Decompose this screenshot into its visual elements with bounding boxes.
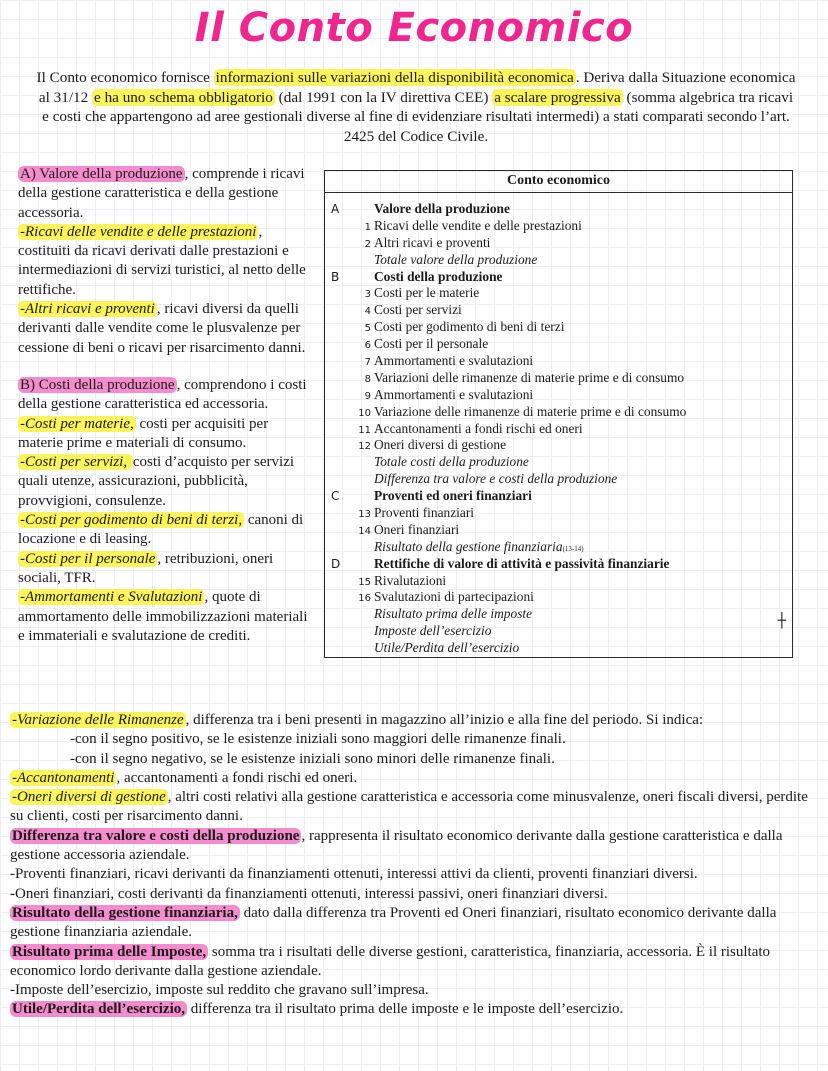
row-number: 4: [364, 306, 371, 318]
table-row: [325, 387, 792, 404]
row-number: 16: [358, 593, 371, 605]
row-number: 7: [364, 357, 371, 369]
servizi-heading: -Costi per servizi,: [20, 454, 131, 471]
risultato-finanziario-paragraph: [10, 904, 822, 943]
risultato-finanziario-text: dato dalla differenza tra Proventi ed Oneri finanziari, risultato economico derivante dalla gestione finanziaria aziendale.: [10, 904, 777, 941]
row-label: Accantonamenti a fondi rischi ed oneri: [374, 420, 583, 436]
table-row: [325, 252, 792, 269]
row-section-letter: A: [331, 202, 340, 216]
table-row: [325, 454, 792, 471]
table-row: [325, 421, 792, 438]
table-row: [325, 606, 792, 623]
row-number: 10: [358, 407, 371, 419]
row-number: 11: [358, 424, 371, 436]
intro-highlight: e ha uno schema obbligatorio: [94, 88, 273, 106]
ammortamenti-heading: -Ammortamenti e Svalutazioni: [20, 589, 203, 606]
variazione-negative: -con il segno negativo, se le esistenze iniziali sono minori delle rimanenze finali.: [70, 750, 555, 767]
accantonamenti-heading: -Accantonamenti: [12, 769, 115, 786]
row-number: 3: [364, 289, 371, 301]
oneri-finanziari-paragraph: -Oneri finanziari, costi derivanti da finanziamenti ottenuti, interessi passivi, oneri finanziari diversi.: [10, 885, 608, 902]
section-b-heading: B) Costi della produzione: [20, 376, 175, 393]
row-label: Costi per le materie: [374, 285, 480, 301]
page-title: Il Conto Economico: [194, 5, 634, 51]
intro-text: (dal 1991 con la IV direttiva CEE): [274, 88, 493, 106]
row-number: 15: [358, 576, 371, 588]
table-row: [325, 437, 792, 454]
row-label: Variazioni delle rimanenze di materie prime e di consumo: [374, 369, 685, 385]
personale-text: , retribuzioni, oneri sociali, TFR.: [18, 550, 274, 586]
oneri-diversi-paragraph: [10, 788, 822, 827]
proventi-paragraph: -Proventi finanziari, ricavi derivanti da finanziamenti ottenuti, interessi attivi da clienti, proventi finanziari diversi.: [10, 866, 698, 883]
altri-ricavi-paragraph: [18, 300, 314, 358]
row-label: Proventi finanziari: [374, 505, 475, 521]
intro-paragraph: [36, 68, 796, 146]
row-label: Totale costi della produzione: [374, 454, 529, 470]
table-row: [325, 573, 792, 590]
personale-paragraph: [18, 550, 314, 589]
risultato-imposte-text: somma tra i risultati delle diverse gestioni, caratteristica, finanziaria, accessoria. È il risultato economico lordo derivante dalla gestione aziendale.: [10, 943, 771, 979]
row-number: 9: [364, 390, 371, 402]
ricavi-text: , costituiti da ricavi derivati dalle prestazioni e intermediazioni di servizi turistici, al netto delle rettifiche.: [18, 223, 306, 298]
section-a-heading: A) Valore della produzione: [20, 166, 183, 182]
table-row: [325, 302, 792, 319]
godimento-text: canoni di locazione e di leasing.: [18, 512, 304, 548]
oneri-diversi-heading: -Oneri diversi di gestione: [12, 789, 166, 806]
table-body: [325, 193, 792, 657]
materie-heading: -Costi per materie,: [20, 415, 134, 432]
ammortamenti-text: , quote di ammortamento delle immobilizzazioni materiali e immateriali e svalutazione de crediti.: [18, 589, 308, 644]
intro-highlight: informazioni sulle variazioni della disponibilità economica: [215, 69, 574, 86]
altri-ricavi-text: , ricavi diversi da quelli derivanti dalle vendite come le plusvalenze per cessione di beni o ricavi per risarcimento danni.: [18, 301, 306, 356]
table-row: [325, 285, 792, 302]
table-row: [325, 319, 792, 336]
row-number: 5: [364, 323, 371, 335]
row-label: Ammortamenti e svalutazioni: [374, 353, 534, 369]
bottom-section: [10, 711, 822, 1020]
section-b-text: , comprendono i costi della gestione caratteristica ed accessoria.: [18, 376, 307, 413]
table-row: [325, 336, 792, 353]
table-row: [325, 623, 792, 640]
row-number: 14: [358, 525, 371, 537]
row-number: 2: [364, 238, 371, 250]
section-a-paragraph: [18, 165, 314, 223]
row-number: 12: [358, 441, 371, 453]
intro-text: Il Conto economico fornisce: [36, 69, 214, 86]
row-label: Ricavi delle vendite e delle prestazioni: [374, 217, 582, 233]
row-number: 8: [364, 373, 371, 385]
row-number: 6: [364, 340, 371, 352]
variazione-text: , differenza tra i beni presenti in magazzino all’inizio e alla fine del periodo. Si indica:: [185, 712, 704, 728]
table-row: [325, 269, 792, 286]
differenza-paragraph: [10, 827, 822, 866]
godimento-paragraph: [18, 511, 314, 550]
row-label: Rivalutazioni: [374, 572, 447, 588]
pen-mark: ┼: [777, 613, 786, 629]
table-row: [325, 353, 792, 370]
row-section-letter: C: [331, 489, 340, 504]
accantonamenti-paragraph: [10, 769, 822, 788]
materie-paragraph: [18, 415, 314, 454]
ricavi-heading: -Ricavi delle vendite e delle prestazioni: [20, 223, 257, 240]
table-row: [325, 556, 792, 573]
ricavi-paragraph: [18, 223, 314, 300]
row-label: Imposte dell’esercizio: [374, 623, 492, 639]
table-row: [325, 539, 792, 556]
table-row: [325, 370, 792, 387]
utile-paragraph: [10, 1000, 822, 1019]
table-row: [325, 218, 792, 235]
row-label: Differenza tra valore e costi della produzione: [374, 471, 618, 487]
row-label: Utile/Perdita dell’esercizio: [374, 640, 520, 656]
utile-text: differenza tra il risultato prima delle imposte e le imposte dell’esercizio.: [187, 1001, 624, 1018]
row-label: Totale valore della produzione: [374, 251, 538, 267]
row-label: Oneri finanziari: [374, 521, 460, 537]
table-row: [325, 522, 792, 539]
risultato-imposte-heading: Risultato prima delle Imposte,: [12, 943, 207, 960]
row-label: Svalutazioni di partecipazioni: [374, 589, 534, 605]
row-label: Altri ricavi e proventi: [374, 234, 491, 250]
variazione-positive: -con il segno positivo, se le esistenze iniziali sono maggiori delle rimanenze finali.: [70, 731, 566, 748]
table-row: [325, 471, 792, 488]
row-number: 1: [364, 221, 371, 233]
intro-text: (somma algebrica tra ricavi e costi che appartengono ad aree gestionali diverse al fine di evidenziare risultati intermedi) a stati comparati secondo l’art. 2425 del Codice Civile.: [42, 88, 794, 145]
oneri-diversi-text: , altri costi relativi alla gestione caratteristica e accessoria come minusvalenze, oneri fiscali diversi, perdite su clienti, costi per risarcimento danni.: [10, 789, 808, 825]
row-label: Costi per servizi: [374, 302, 462, 318]
table-row: [325, 488, 792, 505]
row-label: Proventi ed oneri finanziari: [374, 488, 532, 504]
row-label: Valore della produzione: [374, 201, 510, 216]
row-section-letter: B: [331, 269, 340, 284]
row-note: (13-14): [562, 544, 584, 553]
row-label: Variazione delle rimanenze di materie prime e di consumo: [374, 403, 687, 419]
table-row: [325, 404, 792, 421]
godimento-heading: -Costi per godimento di beni di terzi,: [20, 512, 243, 529]
accantonamenti-text: , accantonamenti a fondi rischi ed oneri.: [116, 769, 358, 786]
differenza-heading: Differenza tra valore e costi della produzione: [12, 827, 300, 844]
intro-text: . Deriva dalla Situazione economica al 31/12: [38, 69, 796, 106]
differenza-text: , rappresenta il risultato economico derivante dalla gestione caratteristica e dalla gestione accessoria aziendale.: [10, 827, 783, 864]
left-column: [18, 165, 314, 646]
utile-heading: Utile/Perdita dell’esercizio,: [12, 1001, 185, 1018]
materie-text: costi per acquisiti per materie prime e materiali di consumo.: [18, 415, 269, 451]
conto-economico-table: [324, 170, 793, 658]
row-label: Costi per godimento di beni di terzi: [374, 319, 565, 335]
row-label: Oneri diversi di gestione: [374, 437, 507, 453]
table-row: [325, 505, 792, 522]
servizi-paragraph: [18, 453, 314, 511]
row-number: 13: [358, 509, 371, 521]
section-a-text: , comprende i ricavi della gestione caratteristica e della gestione accessoria.: [18, 166, 305, 221]
row-section-letter: D: [331, 556, 341, 571]
section-b-paragraph: [18, 376, 314, 415]
row-label: Costi per il personale: [374, 336, 489, 352]
ammortamenti-paragraph: [18, 588, 314, 646]
row-label: Costi della produzione: [374, 268, 503, 284]
personale-heading: -Costi per il personale: [20, 550, 156, 567]
servizi-text: costi d’acquisto per servizi quali utenze, assicurazioni, pubblicità, provvigioni, consulenze.: [18, 454, 295, 509]
variazione-paragraph: [10, 711, 822, 730]
row-label: Ammortamenti e svalutazioni: [374, 386, 534, 402]
table-title: Conto economico: [325, 171, 792, 193]
table-row: [325, 235, 792, 252]
row-label: Risultato della gestione finanziaria: [374, 538, 563, 554]
risultato-imposte-paragraph: [10, 943, 822, 982]
row-label: Risultato prima delle imposte: [374, 606, 533, 622]
imposte-paragraph: -Imposte dell’esercizio, imposte sul reddito che gravano sull’impresa.: [10, 982, 429, 999]
table-row: [325, 201, 792, 218]
altri-ricavi-heading: -Altri ricavi e proventi: [20, 301, 155, 318]
table-row: [325, 640, 792, 657]
risultato-finanziario-heading: Risultato della gestione finanziaria,: [12, 904, 238, 921]
intro-highlight: a scalare progressiva: [494, 88, 621, 106]
row-label: Rettifiche di valore di attività e passività finanziarie: [374, 555, 670, 571]
table-row: [325, 589, 792, 606]
variazione-heading: -Variazione delle Rimanenze: [12, 712, 184, 728]
